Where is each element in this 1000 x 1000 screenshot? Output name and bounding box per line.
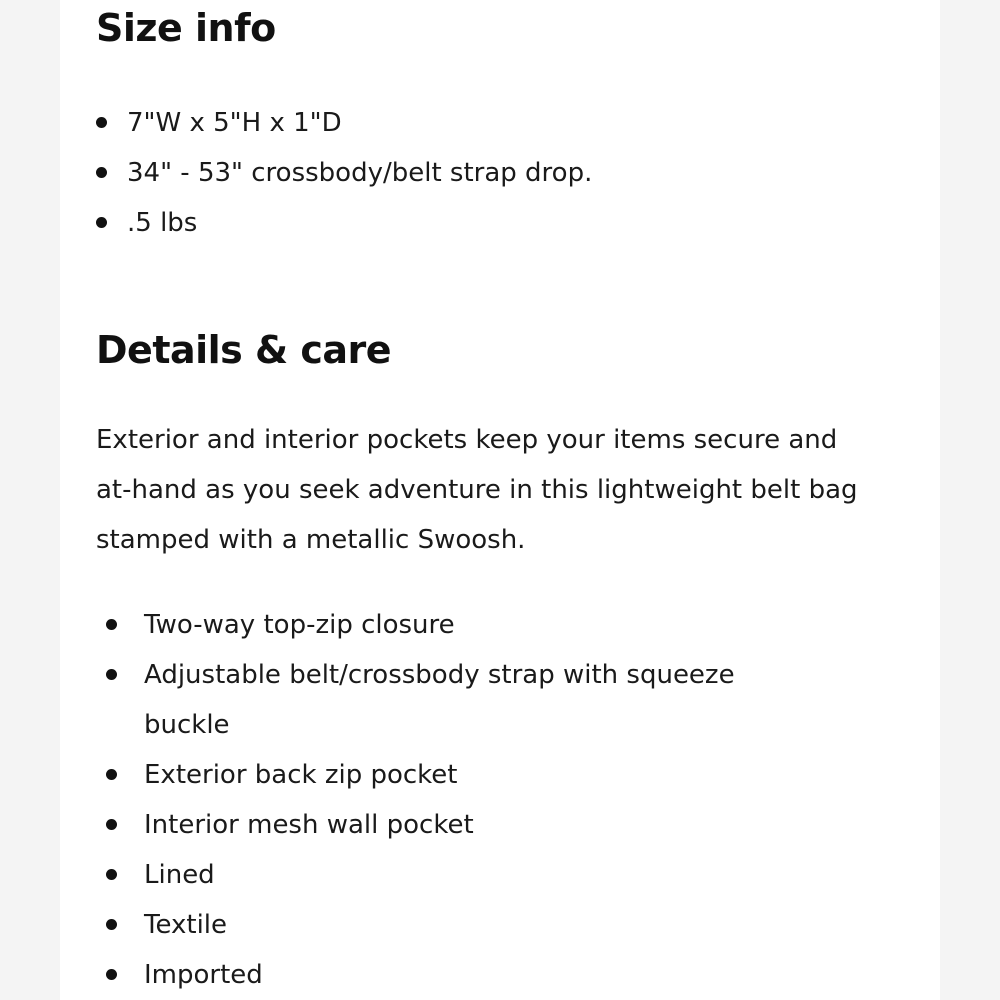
bullet-icon xyxy=(106,669,117,680)
bullet-icon xyxy=(106,819,117,830)
details-item-text: Textile xyxy=(144,910,228,940)
details-item-text: Adjustable belt/crossbody strap with squeeze xyxy=(144,660,735,690)
product-description xyxy=(96,415,936,565)
bullet-icon xyxy=(96,167,107,178)
details-item xyxy=(106,800,735,850)
details-item-text: Two-way top-zip closure xyxy=(144,610,455,640)
product-details-panel xyxy=(60,0,940,1000)
details-care-heading: Details & care xyxy=(96,328,392,372)
bullet-icon xyxy=(96,117,107,128)
details-item xyxy=(106,950,735,1000)
size-info-item-text: 7"W x 5"H x 1"D xyxy=(127,108,342,138)
details-item-text-continued: buckle xyxy=(144,710,230,740)
size-info-item xyxy=(96,198,592,248)
description-line: Exterior and interior pockets keep your items secure and xyxy=(96,425,838,455)
bullet-icon xyxy=(96,217,107,228)
size-info-item-text: 34" - 53" crossbody/belt strap drop. xyxy=(127,158,593,188)
bullet-icon xyxy=(106,919,117,930)
details-item-text: Interior mesh wall pocket xyxy=(144,810,474,840)
details-item-text: Imported xyxy=(144,960,263,990)
details-item xyxy=(106,750,735,800)
bullet-icon xyxy=(106,619,117,630)
details-item-text: Lined xyxy=(144,860,215,890)
bullet-icon xyxy=(106,969,117,980)
bullet-icon xyxy=(106,769,117,780)
bullet-icon xyxy=(106,869,117,880)
details-item xyxy=(106,850,735,900)
details-item xyxy=(106,900,735,950)
size-info-list xyxy=(96,98,592,248)
description-line: at-hand as you seek adventure in this lightweight belt bag xyxy=(96,475,858,505)
size-info-item xyxy=(96,98,592,148)
size-info-heading: Size info xyxy=(96,6,276,50)
details-item-text: Exterior back zip pocket xyxy=(144,760,458,790)
details-list xyxy=(106,600,735,1000)
details-item xyxy=(106,650,735,750)
size-info-item-text: .5 lbs xyxy=(127,208,198,238)
details-item xyxy=(106,600,735,650)
size-info-item xyxy=(96,148,592,198)
description-line: stamped with a metallic Swoosh. xyxy=(96,525,526,555)
